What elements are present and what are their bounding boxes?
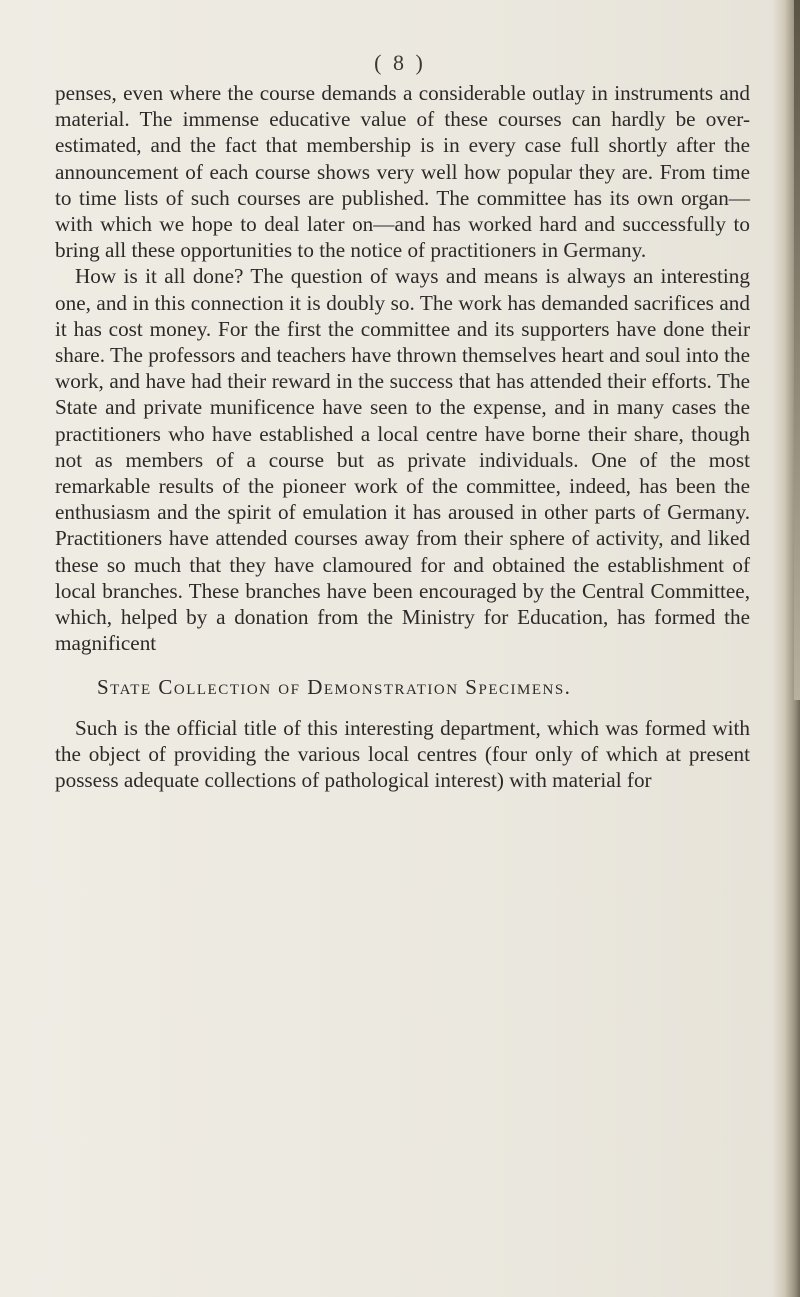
paragraph-3: Such is the official title of this interesting department, which was formed with the object of providing the various local centres (four only of which at present possess adequate collections of pathological interest) with material for <box>55 715 750 793</box>
body-text <box>55 80 750 793</box>
paragraph-2: How is it all done? The question of ways and means is always an interesting one, and in this connection it is doubly so. The work has demanded sacrifices and it has cost money. For the first the committee and its supporters have done their share. The professors and teachers have thrown themselves heart and soul into the work, and have had their reward in the success that has attended their efforts. The State and private munificence have seen to the expense, and in many cases the practitioners who have established a local centre have borne their share, though not as members of a course but as private individuals. One of the most remarkable results of the pioneer work of the committee, indeed, has been the enthusiasm and the spirit of emulation it has aroused in other parts of Germany. Practitioners have attended courses away from their sphere of activity, and liked these so much that they have clamoured for and obtained the establishment of local branches. These branches have been encouraged by the Central Committee, which, helped by a donation from the Ministry for Education, has formed the magnificent <box>55 264 750 656</box>
section-heading: State Collection of Demonstration Specimens. <box>97 675 572 700</box>
page-edge-shadow <box>772 0 800 1297</box>
page-number: ( 8 ) <box>374 50 426 75</box>
paragraph-1: penses, even where the course demands a considerable outlay in instruments and material. The immense educative value of these courses can hardly be over-estimated, and the fact that membership is in every case full shortly after the announcement of each course shows very well how popular they are. From time to time lists of such courses are published. The committee has its own organ—with which we hope to deal later on—and has worked hard and successfully to bring all these opportunities to the notice of practitioners in Germany. <box>55 81 750 263</box>
